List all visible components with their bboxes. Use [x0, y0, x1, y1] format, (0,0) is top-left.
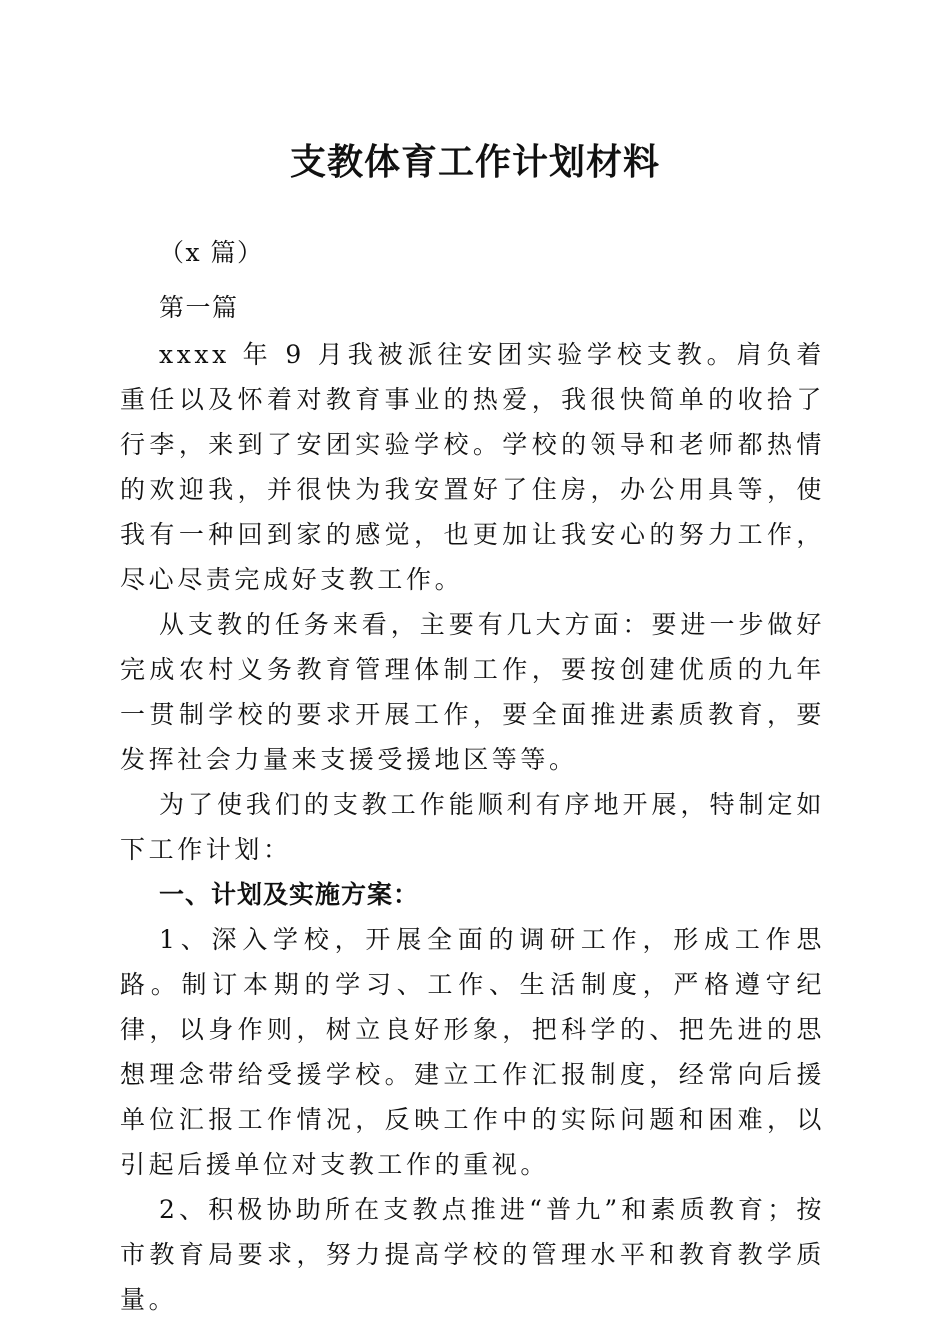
paragraph-tasks: 从支教的任务来看，主要有几大方面：要进一步做好完成农村义务教育管理体制工作，要按创建优质的九年一贯制学校的要求开展工作，要全面推进素质教育，要发挥社会力量来支援受援地区等等。: [120, 610, 825, 774]
list-item-2: 2、积极协助所在支教点推进“普九”和素质教育；按市教育局要求，努力提高学校的管理水平和教育教学质量。: [120, 1195, 825, 1314]
paragraph-plan-intro: 为了使我们的支教工作能顺利有序地开展，特制定如下工作计划：: [120, 790, 825, 864]
section-label: 第一篇: [159, 293, 239, 322]
document-title: 支教体育工作计划材料: [289, 141, 660, 183]
section-heading-plan: 一、计划及实施方案：: [159, 880, 420, 909]
paragraph-intro: xxxx 年 9 月我被派往安团实验学校支教。肩负着重任以及怀着对教育事业的热爱，我很快简单的收拾了行李，来到了安团实验学校。学校的领导和老师都热情的欢迎我，并很快为我安置好了住房，办公用具等，使我有一种回到家的感觉，也更加让我安心的努力工作，尽心尽责完成好支教工作。: [120, 340, 825, 594]
list-item-1: 1、深入学校，开展全面的调研工作，形成工作思路。制订本期的学习、工作、生活制度，严格遵守纪律，以身作则，树立良好形象，把科学的、把先进的思想理念带给受援学校。建立工作汇报制度，经常向后援单位汇报工作情况，反映工作中的实际问题和困难，以引起后援单位对支教工作的重视。: [120, 925, 825, 1179]
document-body: [120, 230, 825, 1322]
document-subtitle: （x 篇）: [159, 238, 264, 267]
